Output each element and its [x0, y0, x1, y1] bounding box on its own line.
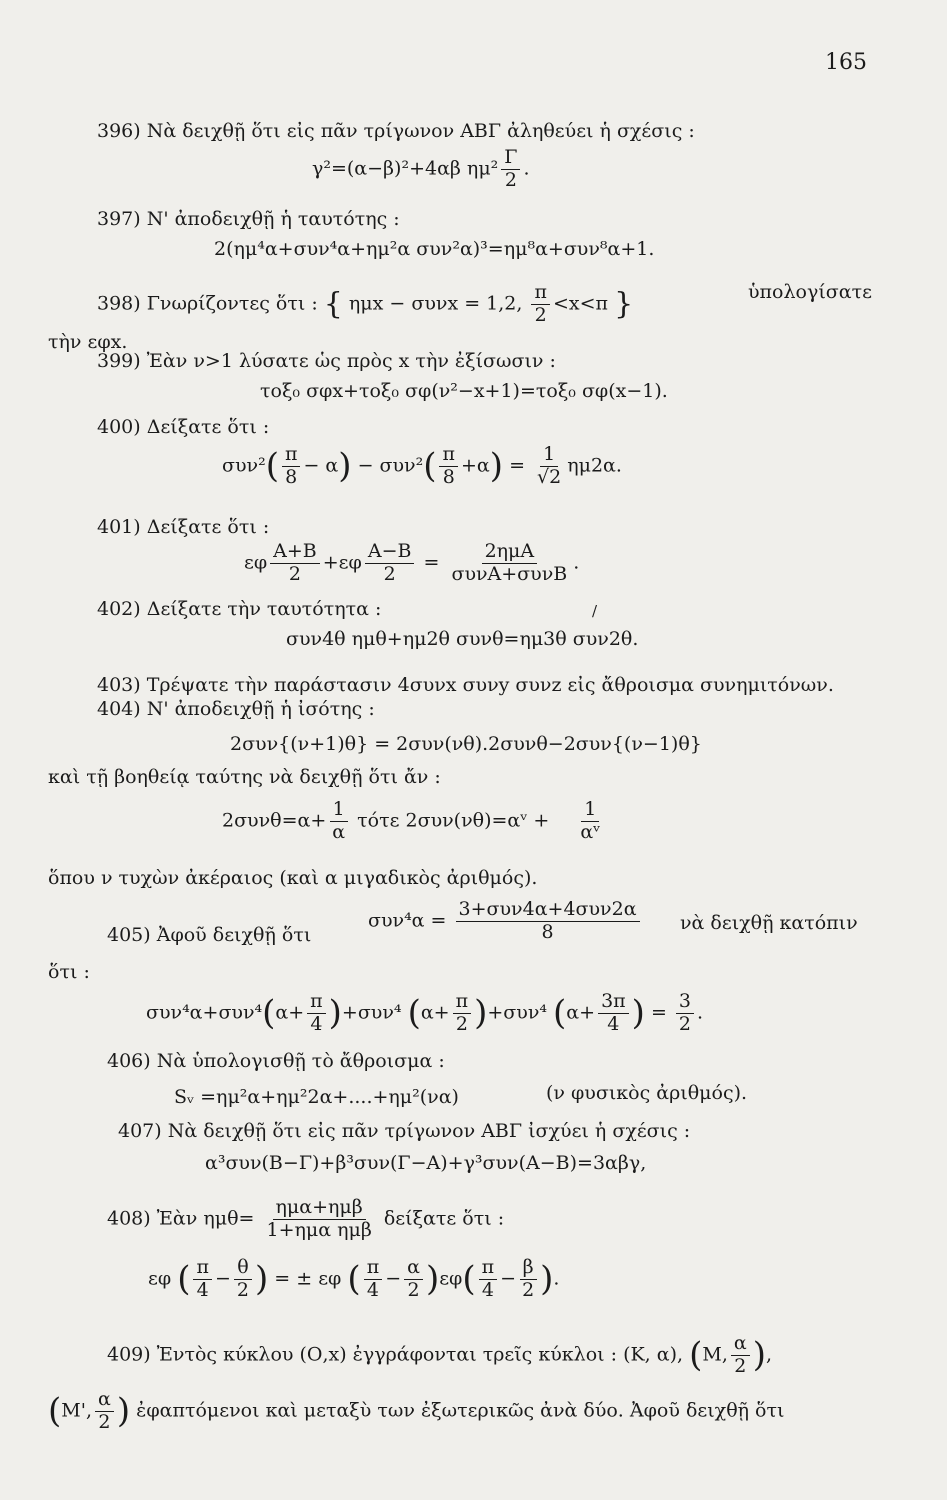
exercise-398-tail: ὑπολογίσατε: [748, 281, 872, 303]
exercise-409-line2: (Μ', $\frac{\alpha}{2}$ ) ἐφαπτόμενοι καὶ μεταξὺ των ἐξωτερικῶς ἀνὰ δύο. Ἀφοῦ δειχθῇ ὅτι: [48, 1388, 785, 1433]
fraction: $\frac{\text{3+συν4α+4συν2α}}{8}$: [456, 900, 640, 943]
formula-406: Sᵥ =ημ²α+ημ²2α+....+ημ²(να): [174, 1086, 459, 1108]
fraction: $\frac{\pi}{8}$: [439, 445, 458, 488]
formula-405b: συν⁴α+συν⁴(α+ $\frac{\pi}{4}$ )+συν⁴ (α+ $\frac{\pi}{2}$ )+συν⁴ (α+ $\frac{3\pi}{4}$ ) = $\frac{3}{2}$ .: [146, 990, 704, 1035]
exercise-409: 409) Ἐντὸς κύκλου (Ο,x) ἐγγράφονται τρεῖς κύκλοι : (Κ, α), (Μ, $\frac{\alpha}{2}$ ),: [107, 1332, 773, 1377]
exercise-398-head: 398) Γνωρίζοντες ὅτι :: [97, 292, 318, 315]
formula-396: γ²=(α−β)²+4αβ ημ² $\frac{\Gamma}{2}$ .: [312, 146, 530, 191]
formula-408: εφ ( $\frac{\pi}{4}$ − $\frac{\theta}{2}$ ) = ± εφ ( $\frac{\pi}{4}$ − $\frac{\alpha}{2}$ )εφ( $\frac{\pi}{4}$ − $\frac{\beta}{2}$ ).: [148, 1256, 560, 1301]
formula-404: 2συν{(ν+1)θ} = 2συν(νθ).2συνθ−2συν{(ν−1)θ}: [230, 733, 702, 755]
formula-397: 2(ημ⁴α+συν⁴α+ημ²α συν²α)³=ημ⁸α+συν⁸α+1.: [214, 238, 655, 260]
fraction: $\frac{\pi}{4}$: [193, 1258, 212, 1301]
exercise-403: 403) Τρέψατε τὴν παράστασιν 4συνx συνy συνz εἰς ἄθροισμα συνημιτόνων.: [97, 674, 834, 696]
fraction: $\frac{\pi}{8}$: [282, 445, 301, 488]
exercise-406: 406) Νὰ ὑπολογισθῇ τὸ ἄθροισμα :: [107, 1050, 445, 1072]
exercise-401: 401) Δείξατε ὅτι :: [97, 516, 270, 538]
fraction: $\frac{\theta}{2}$: [234, 1258, 252, 1301]
fraction: $\frac{1}{√2}$: [537, 443, 562, 488]
pencil-mark: /: [592, 602, 598, 620]
exercise-408: 408) Ἐὰν ημθ= $\frac{\text{ημα+ημβ}}{\text{1+ημα ημβ}}$ δείξατε ὅτι :: [107, 1196, 505, 1241]
exercise-397: 397) Ν' ἀποδειχθῇ ἡ ταυτότης :: [97, 208, 400, 230]
fraction: $\frac{3}{2}$: [676, 992, 694, 1035]
exercise-405: 405) Ἀφοῦ δειχθῇ ὅτι: [107, 924, 312, 946]
fraction: $\frac{1}{\text{αᵛ}}$: [580, 798, 601, 843]
formula-402: συν4θ ημθ+ημ2θ συνθ=ημ3θ συν2θ.: [286, 628, 639, 650]
formula-406-note: (ν φυσικὸς ἀριθμός).: [546, 1082, 748, 1104]
fraction: $\frac{1}{\alpha}$: [329, 800, 348, 843]
fraction: $\frac{\text{ημα+ημβ}}{\text{1+ημα ημβ}}$: [266, 1196, 372, 1241]
fraction: $\frac{\alpha}{2}$: [95, 1390, 114, 1433]
fraction: $\frac{\beta}{2}$: [519, 1258, 537, 1301]
fraction: $\frac{\Gamma}{2}$: [501, 148, 520, 191]
exercise-407: 407) Νὰ δειχθῇ ὅτι εἰς πᾶν τρίγωνον ΑΒΓ ἰσχύει ἡ σχέσις :: [118, 1120, 691, 1142]
fraction: $\frac{\pi}{4}$: [479, 1258, 498, 1301]
formula-396-lhs: γ²=(α−β)²+4αβ ημ²: [312, 157, 499, 180]
formula-401: εφ $\frac{A+B}{2}$ +εφ $\frac{A-B}{2}$ = $\frac{\text{2ημΑ}}{\text{συνΑ+συνΒ}}$ .: [244, 540, 580, 585]
fraction: $\frac{\pi}{4}$: [307, 992, 326, 1035]
exercise-405-line2: ὅτι :: [48, 961, 90, 983]
exercise-398-line2: τὴν εφx.: [48, 331, 128, 353]
fraction: $\frac{\text{2ημΑ}}{\text{συνΑ+συνΒ}}$: [451, 540, 568, 585]
fraction: $\frac{\alpha}{2}$: [404, 1258, 423, 1301]
exercise-400: 400) Δείξατε ὅτι :: [97, 416, 270, 438]
fraction: $\frac{\alpha}{2}$: [731, 1334, 750, 1377]
exercise-402: 402) Δείξατε τὴν ταυτότητα :: [97, 598, 382, 620]
fraction: $\frac{3\pi}{4}$: [598, 992, 629, 1035]
exercise-399: 399) Ἐὰν ν>1 λύσατε ὡς πρὸς x τὴν ἐξίσωσιν :: [97, 350, 556, 372]
page-number: 165: [825, 50, 867, 75]
formula-405: συν⁴α = $\frac{\text{3+συν4α+4συν2α}}{8}$: [368, 900, 643, 943]
exercise-405-tail: νὰ δειχθῇ κατόπιν: [680, 912, 858, 934]
formula-399: τοξ₀ σφx+τοξ₀ σφ(ν²−x+1)=τοξ₀ σφ(x−1).: [260, 380, 668, 402]
fraction: $\frac{\pi}{4}$: [364, 1258, 383, 1301]
exercise-396: 396) Νὰ δειχθῇ ὅτι εἰς πᾶν τρίγωνον ΑΒΓ ἀληθεύει ἡ σχέσις :: [97, 120, 695, 142]
exercise-398: 398) Γνωρίζοντες ὅτι : { ημx − συνx = 1,2, $\frac{\pi}{2}$ <x<π }: [97, 281, 634, 326]
fraction: $\frac{A+B}{2}$: [270, 542, 320, 585]
exercise-404-line5: ὅπου ν τυχὼν ἀκέραιος (καὶ α μιγαδικὸς ἀριθμός).: [48, 867, 538, 889]
formula-400: συν²( $\frac{\pi}{8}$ − α) − συν²( $\frac{\pi}{8}$ +α) = $\frac{1}{√2}$ ημ2α.: [222, 443, 622, 488]
fraction: $\frac{\pi}{2}$: [453, 992, 472, 1035]
formula-407: α³συν(Β−Γ)+β³συν(Γ−Α)+γ³συν(Α−Β)=3αβγ,: [205, 1152, 647, 1174]
exercise-404: 404) Ν' ἀποδειχθῇ ἡ ἰσότης :: [97, 698, 375, 720]
exercise-404-line3: καὶ τῇ βοηθείᾳ ταύτης νὰ δειχθῇ ὅτι ἄν :: [48, 766, 441, 788]
formula-404b: 2συνθ=α+ $\frac{1}{\alpha}$ τότε 2συν(νθ)=αᵛ + $\frac{1}{\text{αᵛ}}$: [222, 800, 606, 843]
fraction: $\frac{A-B}{2}$: [365, 542, 415, 585]
fraction: $\frac{\pi}{2}$: [531, 283, 550, 326]
